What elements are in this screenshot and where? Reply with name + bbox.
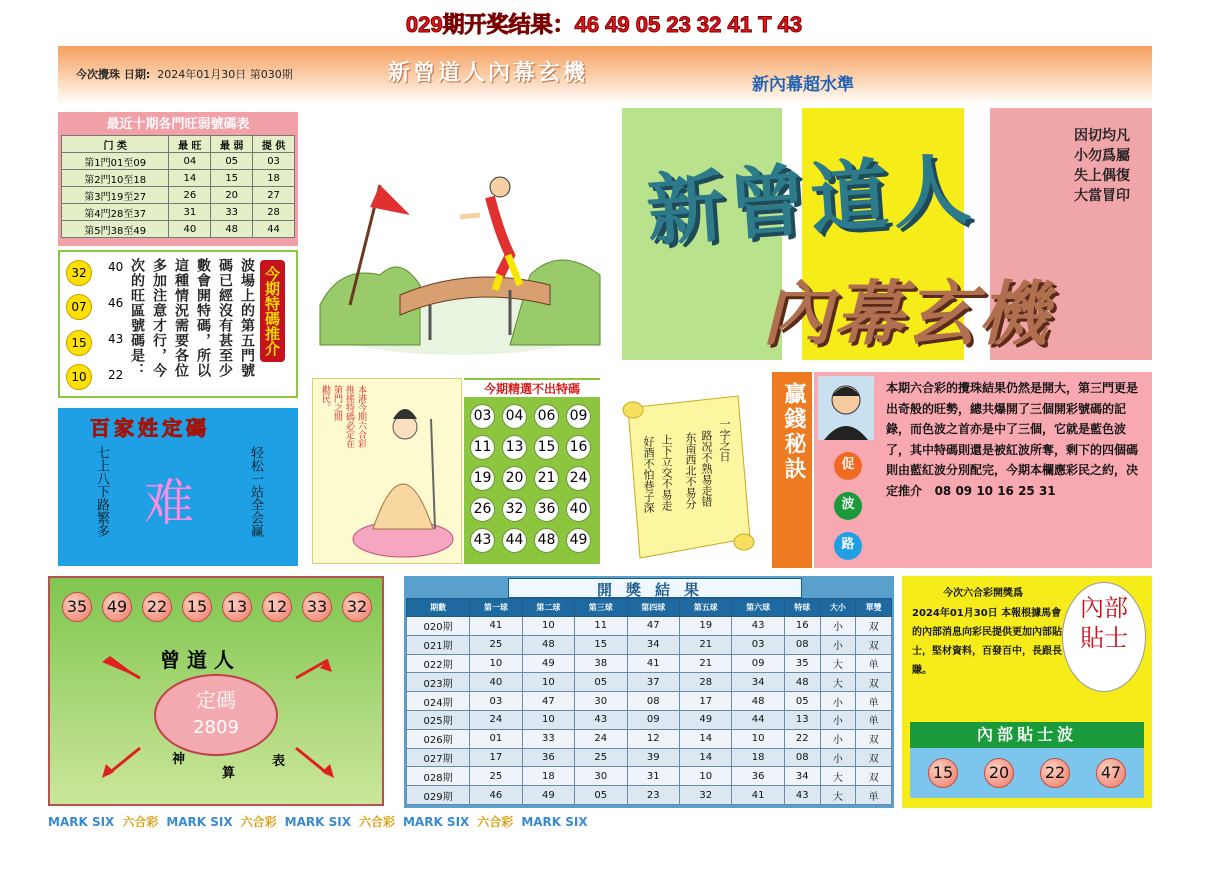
yellow-ball: 10 (66, 364, 92, 390)
bottom-char: 神 (172, 752, 186, 767)
results-cell: 双 (856, 635, 892, 654)
results-cell: 35 (784, 654, 820, 673)
results-cell: 029期 (407, 786, 470, 805)
results-row (407, 673, 892, 692)
gate-table-title: 最近十期各門旺弱號碼表 (106, 117, 250, 132)
results-cell: 48 (732, 692, 784, 711)
gate-row (62, 170, 295, 187)
fixed-ball: 12 (262, 592, 292, 622)
results-row (407, 710, 892, 729)
footer-brand: 六合彩 (477, 815, 514, 829)
pick-ball: 06 (534, 404, 559, 429)
pick-ball: 13 (502, 435, 527, 460)
gate-row (62, 204, 295, 221)
gate-cell: 28 (253, 204, 295, 221)
results-cell: 小 (820, 748, 856, 767)
cartoon-illustration (310, 125, 604, 363)
gate-cell: 18 (253, 170, 295, 187)
goddess-panel (312, 378, 462, 564)
gate-header: 提 供 (253, 136, 295, 153)
surname-left-verse: 七上八下路繁多 (94, 446, 109, 537)
results-cell: 单 (856, 710, 892, 729)
gate-header: 门 类 (62, 136, 169, 153)
gate-row (62, 153, 295, 170)
fixed-ball: 15 (182, 592, 212, 622)
gate-table (61, 135, 295, 238)
results-header: 第三球 (575, 599, 627, 617)
results-cell: 小 (820, 692, 856, 711)
header-title: 新曾道人內幕玄機 (388, 60, 589, 86)
tips-body: 2024年01月30日 本報根據馬會的內部消息向彩民提供更加內部貼士，堅材資料，百發百中，長跟長賺。 (912, 608, 1062, 676)
results-header: 第六球 (732, 599, 784, 617)
results-header: 第四球 (627, 599, 679, 617)
fixed-ball: 49 (102, 592, 132, 622)
results-cell: 020期 (407, 617, 470, 636)
color-ball: 波 (834, 492, 862, 520)
fixed-number-panel (48, 576, 384, 806)
results-cell: 11 (575, 617, 627, 636)
results-cell: 31 (627, 767, 679, 786)
results-cell: 21 (679, 654, 731, 673)
results-cell: 13 (784, 710, 820, 729)
results-cell: 021期 (407, 635, 470, 654)
tip-ball: 47 (1096, 758, 1126, 788)
pick-ball: 19 (470, 466, 495, 491)
results-cell: 05 (575, 786, 627, 805)
footer-brand: 六合彩 (122, 815, 159, 829)
results-cell: 大 (820, 786, 856, 805)
results-cell: 双 (856, 617, 892, 636)
results-cell: 03 (470, 692, 522, 711)
results-cell: 08 (627, 692, 679, 711)
results-cell: 028期 (407, 767, 470, 786)
results-cell: 21 (679, 635, 731, 654)
footer-brand: MARK SIX (521, 815, 588, 829)
results-cell: 30 (575, 767, 627, 786)
results-cell: 14 (679, 729, 731, 748)
results-cell: 10 (522, 710, 574, 729)
tip-column: 碼已經沒有甚至少 (217, 258, 233, 378)
results-cell: 01 (470, 729, 522, 748)
results-header: 第二球 (522, 599, 574, 617)
results-panel (404, 576, 894, 808)
yellow-ball: 15 (66, 330, 92, 356)
header-bar (58, 46, 1152, 104)
gate-cell: 第2門10至18 (62, 170, 169, 187)
tip-ball: 15 (928, 758, 958, 788)
gate-cell: 31 (169, 204, 211, 221)
footer-brand: 六合彩 (240, 815, 277, 829)
analysis-text: 本期六合彩的攪珠結果仍然是開大，第三門更是出奇般的旺勢，總共爆開了三個開彩號碼的記錄，而色波之首亦是中了三個，它就是藍色波了，其中特碼則還是被紅波所奪，剩下的四個碼則由藍紅波分別配完，今期本欄應彩民之約，决定推介 08 09 10 16 25 31 (886, 381, 1139, 498)
tip-column: 波場上的第五門號 (239, 258, 255, 378)
gate-cell: 40 (169, 221, 211, 238)
gate-cell: 第3門19至27 (62, 187, 169, 204)
results-cell: 34 (627, 635, 679, 654)
pick-ball: 44 (502, 528, 527, 553)
oval-value: 2809 (193, 717, 239, 738)
gate-cell: 33 (211, 204, 253, 221)
money-title: 贏錢秘訣 (781, 382, 806, 482)
gate-cell: 14 (169, 170, 211, 187)
pick-ball: 36 (534, 497, 559, 522)
results-row (407, 617, 892, 636)
special-number-panel (58, 250, 298, 398)
results-cell: 33 (522, 729, 574, 748)
results-cell: 09 (732, 654, 784, 673)
results-cell: 36 (732, 767, 784, 786)
tip-ball: 22 (1040, 758, 1070, 788)
results-cell: 小 (820, 617, 856, 636)
results-cell: 双 (856, 729, 892, 748)
pick-ball: 03 (470, 404, 495, 429)
results-cell: 24 (575, 729, 627, 748)
results-cell: 23 (627, 786, 679, 805)
analysis-picks: 08 09 10 16 25 31 (934, 483, 1056, 498)
tips-circle (1062, 582, 1146, 692)
results-cell: 47 (522, 692, 574, 711)
tips-circle-char: 內 (1080, 594, 1104, 622)
yellow-ball: 32 (66, 260, 92, 286)
results-row (407, 748, 892, 767)
results-cell: 39 (627, 748, 679, 767)
tip-ball: 20 (984, 758, 1014, 788)
results-cell: 05 (575, 673, 627, 692)
results-cell: 17 (679, 692, 731, 711)
results-cell: 单 (856, 786, 892, 805)
results-cell: 48 (784, 673, 820, 692)
fixed-ball: 13 (222, 592, 252, 622)
results-cell: 22 (784, 729, 820, 748)
pick-grid-panel (464, 378, 600, 564)
scroll-verse: 路况不熟易走错 (700, 430, 713, 507)
results-cell: 小 (820, 729, 856, 748)
tips-bar: 內部貼士波 (910, 722, 1144, 748)
plain-number: 46 (108, 296, 124, 310)
fixed-ball: 22 (142, 592, 172, 622)
balls-label: 曾 道 人 (160, 648, 234, 672)
results-cell: 43 (575, 710, 627, 729)
subtitle: 新內幕超水準 (752, 75, 854, 95)
gate-cell: 20 (211, 187, 253, 204)
results-row (407, 654, 892, 673)
results-cell: 43 (732, 617, 784, 636)
results-title: 開獎結果 (508, 578, 802, 598)
results-cell: 25 (470, 767, 522, 786)
results-cell: 36 (522, 748, 574, 767)
results-cell: 28 (679, 673, 731, 692)
pick-ball: 40 (566, 497, 591, 522)
yellow-ball: 07 (66, 294, 92, 320)
gate-table-panel (58, 112, 298, 246)
gate-cell: 48 (211, 221, 253, 238)
footer-brand-strip (48, 813, 1158, 831)
results-row (407, 635, 892, 654)
results-cell: 41 (627, 654, 679, 673)
results-cell: 10 (679, 767, 731, 786)
pick-ball: 24 (566, 466, 591, 491)
results-cell: 46 (470, 786, 522, 805)
results-cell: 大 (820, 673, 856, 692)
surname-title: 百家姓定碼 (90, 416, 210, 440)
results-cell: 19 (679, 617, 731, 636)
results-cell: 单 (856, 692, 892, 711)
results-cell: 47 (627, 617, 679, 636)
tips-title: 今次六合彩開獎爲 (943, 588, 1023, 599)
results-cell: 双 (856, 748, 892, 767)
results-cell: 023期 (407, 673, 470, 692)
gate-cell: 第5門38至49 (62, 221, 169, 238)
pick-ball: 43 (470, 528, 495, 553)
footer-brand: MARK SIX (166, 815, 233, 829)
results-cell: 44 (732, 710, 784, 729)
results-cell: 25 (470, 635, 522, 654)
pick-grid-title: 今期精選不出特碼 (464, 380, 600, 397)
gate-header: 最 旺 (169, 136, 211, 153)
poem (1074, 126, 1130, 206)
pick-ball: 09 (566, 404, 591, 429)
gate-row (62, 187, 295, 204)
bottom-char: 算 (222, 766, 236, 781)
results-cell: 03 (732, 635, 784, 654)
footer-brand: MARK SIX (284, 815, 351, 829)
scroll-verse: 上下立交不易走 (660, 434, 673, 511)
gate-cell: 04 (169, 153, 211, 170)
results-cell: 10 (522, 673, 574, 692)
gate-cell: 27 (253, 187, 295, 204)
surname-right-verse: 轻松一站全会赢 (248, 446, 263, 537)
tips-circle-char: 部 (1104, 594, 1128, 622)
tip-column: 數會開特碼，所以 (195, 258, 211, 378)
results-cell: 05 (784, 692, 820, 711)
results-cell: 双 (856, 673, 892, 692)
portrait-icon (818, 376, 874, 440)
special-pick-tag: 今期特碼推介 (260, 260, 285, 362)
results-cell: 024期 (407, 692, 470, 711)
fixed-ball: 32 (342, 592, 372, 622)
results-cell: 32 (679, 786, 731, 805)
results-header: 第一球 (470, 599, 522, 617)
poem-line: 大當冒印 (1074, 188, 1130, 204)
goddess-verse: 第門之間 (332, 385, 342, 421)
results-cell: 34 (784, 767, 820, 786)
poem-line: 因切均凡 (1074, 128, 1130, 144)
results-row (407, 729, 892, 748)
big-title-line1: 新曾道人 (643, 143, 978, 258)
results-cell: 24 (470, 710, 522, 729)
tips-circle-char: 貼 (1080, 624, 1104, 652)
results-table (406, 598, 892, 805)
results-cell: 30 (575, 692, 627, 711)
gate-cell: 26 (169, 187, 211, 204)
tips-balls (910, 748, 1144, 798)
fixed-number-oval (154, 674, 278, 756)
results-row (407, 692, 892, 711)
color-ball: 路 (834, 532, 862, 560)
tip-column: 次的旺區號碼是： (129, 258, 145, 378)
results-cell: 40 (470, 673, 522, 692)
footer-brand: 六合彩 (358, 815, 395, 829)
pick-ball: 15 (534, 435, 559, 460)
fixed-ball: 35 (62, 592, 92, 622)
tips-circle-char: 士 (1104, 624, 1128, 652)
results-header: 單雙 (856, 599, 892, 617)
pick-ball: 11 (470, 435, 495, 460)
results-cell: 大 (820, 654, 856, 673)
results-cell: 大 (820, 767, 856, 786)
poem-line: 小勿爲屬 (1074, 148, 1130, 164)
pick-ball: 20 (502, 466, 527, 491)
results-cell: 08 (784, 748, 820, 767)
surname-panel (58, 408, 298, 566)
results-cell: 49 (679, 710, 731, 729)
results-cell: 25 (575, 748, 627, 767)
results-header: 期數 (407, 599, 470, 617)
gate-cell: 第4門28至37 (62, 204, 169, 221)
results-cell: 18 (522, 767, 574, 786)
results-cell: 49 (522, 786, 574, 805)
results-cell: 49 (522, 654, 574, 673)
draw-result-headline: 029期开奖结果：46 49 05 23 32 41 T 43 (405, 12, 803, 37)
results-cell: 16 (784, 617, 820, 636)
scroll-verse: 一字之日 (718, 418, 731, 462)
results-cell: 34 (732, 673, 784, 692)
scroll-verse: 好酒不怕巷子深 (642, 436, 655, 513)
footer-brand: MARK SIX (48, 815, 115, 829)
results-cell: 14 (679, 748, 731, 767)
results-cell: 17 (470, 748, 522, 767)
insider-tips-panel (902, 576, 1152, 808)
pick-ball: 49 (566, 528, 591, 553)
money-secret-tag (772, 372, 812, 568)
big-title-line2: 內幕玄機 (762, 272, 1050, 355)
pick-ball: 26 (470, 497, 495, 522)
results-cell: 41 (732, 786, 784, 805)
results-cell: 027期 (407, 748, 470, 767)
bottom-char: 表 (272, 754, 286, 769)
goddess-verse: 本港今期六合彩 (356, 385, 366, 448)
results-cell: 12 (627, 729, 679, 748)
results-cell: 双 (856, 767, 892, 786)
results-cell: 38 (575, 654, 627, 673)
poem-line: 失上偶復 (1074, 168, 1130, 184)
pick-ball: 48 (534, 528, 559, 553)
results-cell: 10 (522, 617, 574, 636)
pick-ball: 32 (502, 497, 527, 522)
results-cell: 18 (732, 748, 784, 767)
tip-column: 多加注意才行，今 (151, 258, 167, 378)
results-cell: 08 (784, 635, 820, 654)
pick-ball: 21 (534, 466, 559, 491)
analysis-panel (814, 372, 1152, 568)
gate-row (62, 221, 295, 238)
results-cell: 48 (522, 635, 574, 654)
results-cell: 单 (856, 654, 892, 673)
gate-cell: 第1門01至09 (62, 153, 169, 170)
results-header: 特球 (784, 599, 820, 617)
results-cell: 41 (470, 617, 522, 636)
oval-title: 定碼 (196, 688, 236, 712)
results-cell: 10 (732, 729, 784, 748)
results-cell: 10 (470, 654, 522, 673)
results-cell: 022期 (407, 654, 470, 673)
gate-cell: 03 (253, 153, 295, 170)
color-ball: 促 (834, 452, 862, 480)
results-cell: 37 (627, 673, 679, 692)
tip-column: 這種情況需要各位 (173, 258, 189, 378)
goddess-verse: 勸民。 (320, 385, 330, 412)
plain-number: 22 (108, 368, 124, 382)
big-title-block (622, 108, 1152, 360)
plain-number: 40 (108, 260, 124, 274)
results-cell: 15 (575, 635, 627, 654)
results-row (407, 767, 892, 786)
results-header: 大小 (820, 599, 856, 617)
plain-number: 43 (108, 332, 124, 346)
surname-character: 难 (144, 474, 194, 532)
pick-ball: 16 (566, 435, 591, 460)
gate-header: 最 弱 (211, 136, 253, 153)
pick-ball: 04 (502, 404, 527, 429)
scroll-verse: 东南西北不易分 (684, 432, 697, 509)
results-cell: 小 (820, 710, 856, 729)
results-cell: 026期 (407, 729, 470, 748)
gate-cell: 44 (253, 221, 295, 238)
results-cell: 09 (627, 710, 679, 729)
scroll-panel (618, 388, 758, 566)
gate-cell: 15 (211, 170, 253, 187)
results-cell: 小 (820, 635, 856, 654)
footer-brand: MARK SIX (402, 815, 470, 829)
gate-cell: 05 (211, 153, 253, 170)
goddess-verse: 推搖特碼必定在 (344, 385, 354, 448)
results-row (407, 786, 892, 805)
results-header: 第五球 (679, 599, 731, 617)
draw-date: 今次攪珠 日期: 2024年01月30日 第030期 (76, 68, 293, 81)
results-cell: 43 (784, 786, 820, 805)
fixed-ball: 33 (302, 592, 332, 622)
results-cell: 025期 (407, 710, 470, 729)
